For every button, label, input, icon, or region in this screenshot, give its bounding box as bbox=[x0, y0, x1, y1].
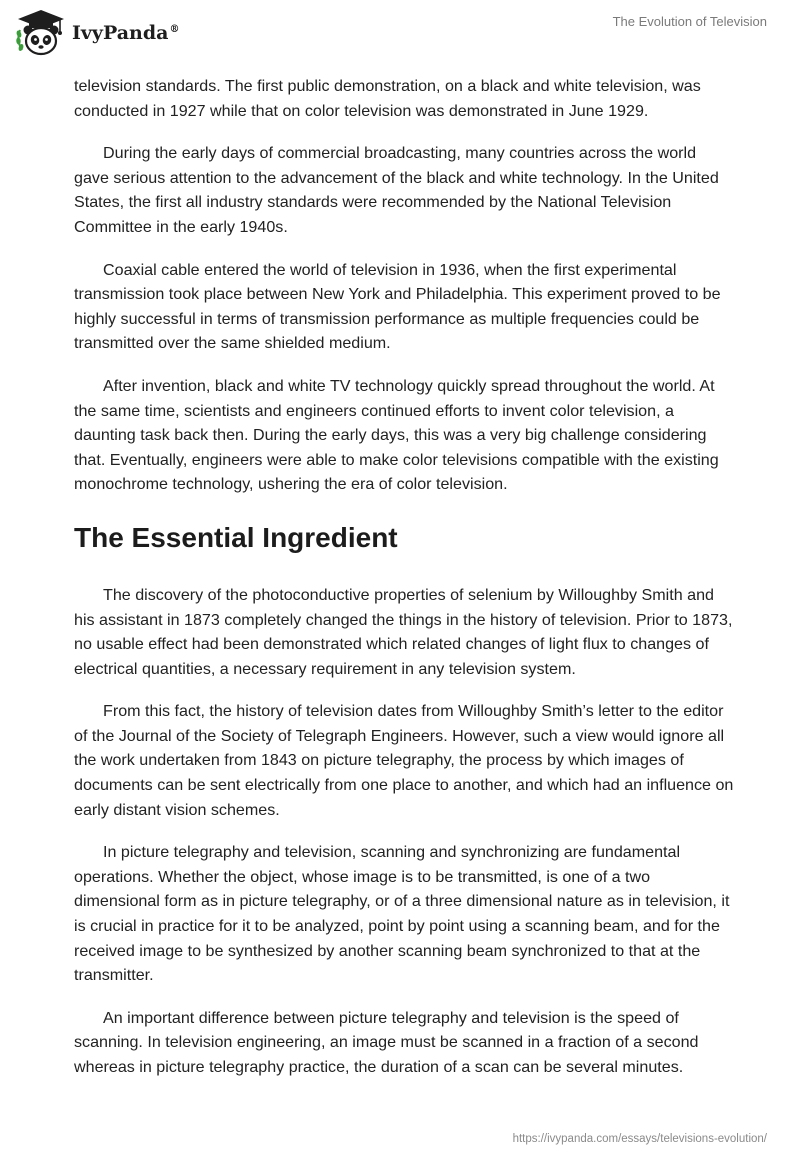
ivypanda-logo[interactable] bbox=[14, 8, 179, 58]
paragraph: An important difference between picture telegraphy and television is the speed of scanning. In television engineering, an image must be scanned in a fraction of a second whereas in picture telegraphy practice, the duration of a scan can be several minutes. bbox=[74, 1008, 699, 1076]
registered-mark: ® bbox=[169, 23, 180, 35]
logo-text: IvyPanda® bbox=[72, 22, 180, 44]
paragraph: Coaxial cable entered the world of television in 1936, when the first experimental transmission took place between New York and Philadelphia. This experiment proved to be highly successful in terms of transmission performance as multiple frequencies could be transmitted over the same shielded medium. bbox=[74, 260, 721, 353]
page-header bbox=[0, 0, 800, 70]
paragraph: television standards. The first public demonstration, on a black and white television, was conducted in 1927 while that on color television was demonstrated in June 1929. bbox=[74, 77, 701, 120]
paragraph: The discovery of the photoconductive properties of selenium by Willoughby Smith and his assistant in 1873 completely changed the things in the history of television. Prior to 1873, no usable effect had been demonstrated which related changes of light flux to changes of electrical quantities, a necessary requirement in any television system. bbox=[74, 585, 733, 678]
document-title: The Evolution of Television bbox=[612, 14, 767, 29]
source-url[interactable]: https://ivypanda.com/essays/televisions-evolution/ bbox=[512, 1133, 767, 1145]
section-heading: The Essential Ingredient bbox=[74, 521, 398, 553]
paragraph: During the early days of commercial broadcasting, many countries across the world gave serious attention to the advancement of the black and white technology. In the United States, the first all industry standards were recommended by the National Television Committee in the early 1940s. bbox=[74, 144, 719, 236]
paragraph: From this fact, the history of television dates from Willoughby Smith’s letter to the editor of the Journal of the Society of Telegraph Engineers. However, such a view would ignore all the work undertaken from 1843 on picture telegraphy, the process by which images of documents can be sent electrically from one place to another, and which had an influence on early distant vision schemes. bbox=[74, 702, 734, 819]
paragraph: In picture telegraphy and television, scanning and synchronizing are fundamental operations. Whether the object, whose image is to be transmitted, is one of a two dimensional form as in picture telegraphy, or of a three dimensional nature as in television, it is crucial in practice for it to be analyzed, point by point using a scanning beam, and for the received image to be synthesized by another scanning beam synchronized to that at the transmitter. bbox=[74, 843, 730, 985]
paragraph: After invention, black and white TV technology quickly spread throughout the world. At the same time, scientists and engineers continued efforts to invent color television, a daunting task back then. During the early days, this was a very big challenge considering that. Eventually, engineers were able to make color televisions compatible with the existing monochrome technology, ushering the era of color television. bbox=[74, 376, 719, 494]
essay-body bbox=[74, 74, 734, 1098]
panda-graduate-icon bbox=[14, 8, 68, 58]
